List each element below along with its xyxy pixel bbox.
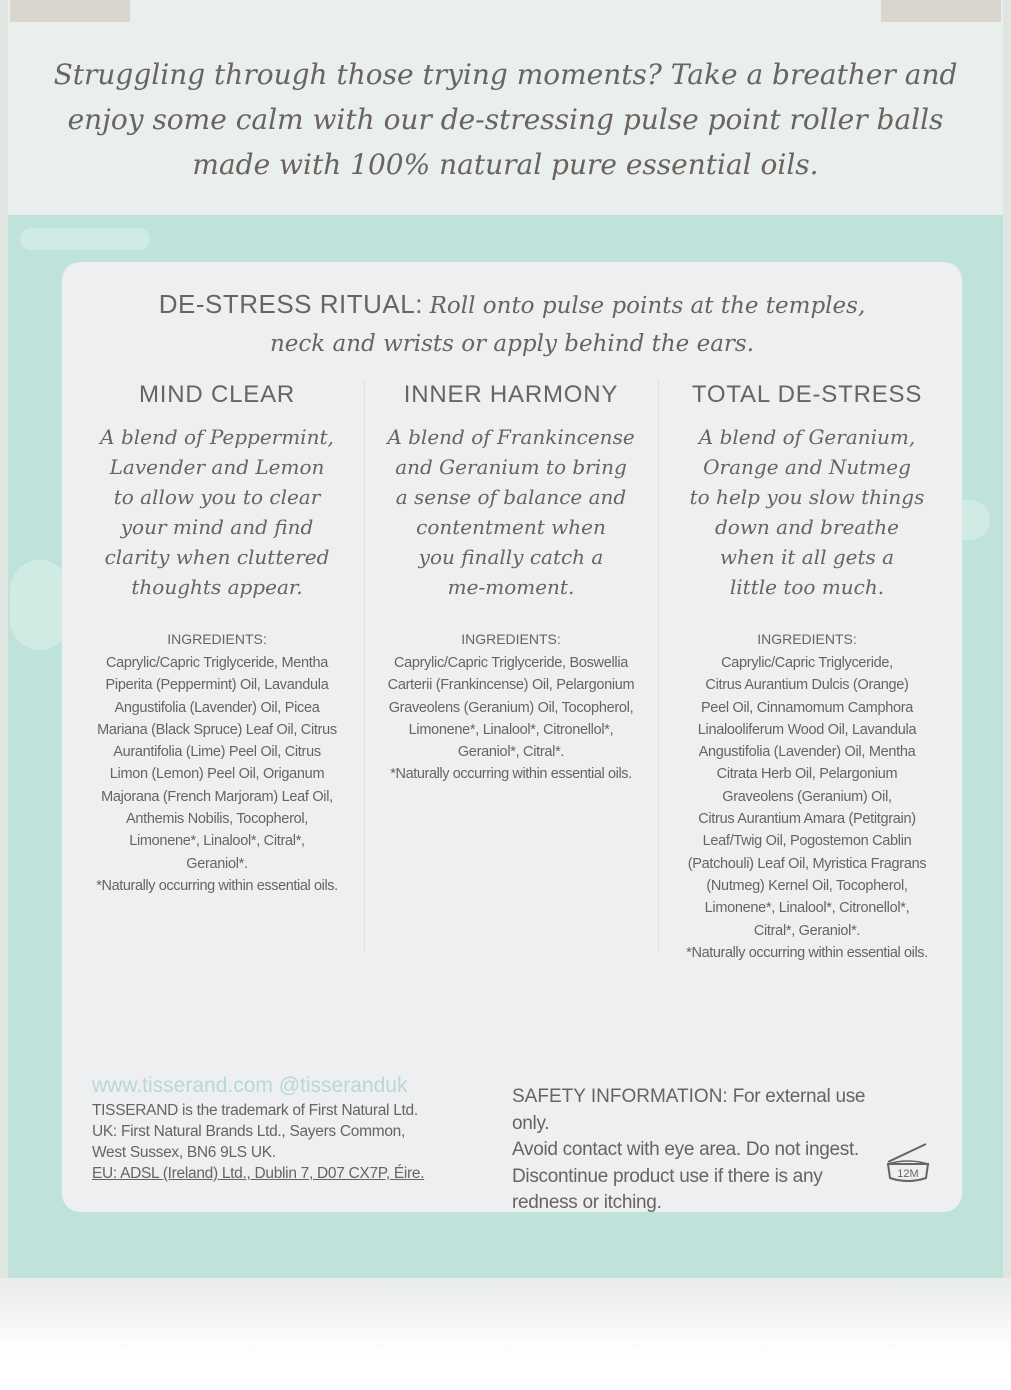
safety-line: Discontinue product use if there is any (512, 1165, 823, 1187)
brush-stroke (10, 560, 70, 650)
ingredients-heading: INGREDIENTS: (461, 631, 561, 647)
desc-line: me-moment. (447, 575, 575, 599)
ingredient-line: (Nutmeg) Kernel Oil, Tocopherol, (706, 877, 908, 894)
desc-line: A blend of Geranium, (698, 425, 916, 449)
ingredient-line: Caprylic/Capric Triglyceride, Mentha (105, 655, 329, 671)
ingredient-line: Linalooliferum Wood Oil, Lavandula (697, 721, 917, 738)
eu-address: EU: ADSL (Ireland) Ltd., Dublin 7, D07 CX7P, Éire. (92, 1165, 425, 1182)
surface-reflection (0, 1278, 1011, 1390)
ingredient-line: Limon (Lemon) Peel Oil, Origanum (109, 766, 325, 783)
ingredient-line: Limonene*, Linalool*, Citral*, (129, 833, 305, 850)
ingredients-heading: INGREDIENTS: (167, 631, 267, 647)
ritual-heading: DE-STRESS RITUAL: (158, 289, 423, 319)
box-edge-left (0, 0, 8, 1278)
ingredient-line: Citrata Herb Oil, Pelargonium (716, 766, 898, 783)
ingredients-list (82, 652, 352, 897)
desc-line: and Geranium to bring (395, 455, 627, 479)
product-description (82, 422, 352, 602)
product-column-total-de-stress (672, 378, 942, 964)
safety-information (512, 1084, 892, 1217)
ritual-section (62, 285, 962, 363)
ingredient-line: Geraniol*, Citral*. (457, 744, 565, 761)
desc-line: a sense of balance and (395, 485, 627, 509)
intro-line: Struggling through those trying moments? Take a breather and (53, 58, 958, 91)
product-title: INNER HARMONY (403, 381, 619, 408)
ingredient-line: Angustifolia (Lavender) Oil, Mentha (698, 744, 916, 761)
desc-line: A blend of Peppermint, (100, 425, 334, 449)
ritual-text: Roll onto pulse points at the temples, (429, 293, 866, 319)
safety-line: redness or itching. (512, 1192, 662, 1213)
social-handle[interactable]: @tisseranduk (278, 1074, 408, 1097)
ingredient-line: Citrus Aurantium Dulcis (Orange) (705, 677, 909, 694)
safety-line: For external use only. (512, 1086, 866, 1134)
brush-stroke (20, 228, 150, 250)
product-description (672, 422, 942, 602)
desc-line: when it all gets a (719, 545, 895, 569)
ingredient-line: Citral*, Geraniol*. (753, 922, 861, 939)
box-flap-left (10, 0, 130, 22)
desc-line: down and breathe (714, 515, 900, 539)
desc-line: clarity when cluttered (104, 545, 330, 569)
ingredient-line: Graveolens (Geranium) Oil, Tocopherol, (388, 699, 634, 716)
ritual-text: neck and wrists or apply behind the ears. (269, 331, 755, 357)
desc-line: you finally catch a (418, 545, 604, 569)
ingredients-heading: INGREDIENTS: (757, 631, 857, 647)
ingredient-line: Limonene*, Linalool*, Citronellol*, (704, 900, 910, 917)
footer-legal (92, 1072, 452, 1184)
legal-line: TISSERAND is the trademark of First Natural Ltd. (92, 1102, 418, 1119)
ingredient-line: Angustifolia (Lavender) Oil, Picea (114, 699, 320, 716)
ingredient-line: Limonene*, Linalool*, Citronellol*, (408, 721, 614, 738)
ingredient-line: Caprylic/Capric Triglyceride, (721, 655, 893, 671)
ingredient-line: Aurantifolia (Lime) Peel Oil, Citrus (113, 744, 321, 761)
ingredient-line: Anthemis Nobilis, Tocopherol, (125, 811, 309, 828)
pao-label: 12M (897, 1168, 919, 1180)
ingredient-line: (Patchouli) Leaf Oil, Myristica Fragrans (687, 855, 927, 872)
intro-line: made with 100% natural pure essential oils. (192, 148, 819, 181)
ingredients-note: *Naturally occurring within essential oils. (686, 944, 928, 961)
period-after-opening-icon (882, 1138, 934, 1186)
intro-line: enjoy some calm with our de-stressing pulse point roller balls (67, 103, 944, 136)
legal-text (92, 1100, 452, 1184)
ingredient-line: Mariana (Black Spruce) Leaf Oil, Citrus (97, 721, 337, 738)
desc-line: thoughts appear. (131, 575, 303, 599)
product-title: MIND CLEAR (138, 381, 296, 408)
desc-line: little too much. (729, 575, 885, 599)
product-description (376, 422, 646, 602)
product-title: TOTAL DE-STRESS (691, 381, 923, 408)
column-divider (364, 380, 365, 950)
ingredient-line: Carterii (Frankincense) Oil, Pelargonium (387, 677, 635, 694)
website-link[interactable]: www.tisserand.com (92, 1074, 273, 1097)
desc-line: to allow you to clear (113, 485, 321, 509)
product-column-mind-clear (82, 378, 352, 897)
ingredients-note: *Naturally occurring within essential oils. (96, 877, 338, 894)
desc-line: contentment when (416, 515, 606, 539)
ingredient-line: Caprylic/Capric Triglyceride, Boswellia (393, 655, 629, 671)
safety-label: SAFETY INFORMATION: (512, 1086, 728, 1107)
box-edge-right (1003, 0, 1011, 1278)
column-divider (658, 380, 659, 950)
ingredients-list (672, 652, 942, 964)
ingredients-list (376, 652, 646, 785)
safety-line: Avoid contact with eye area. Do not ingest. (512, 1139, 859, 1160)
desc-line: to help you slow things (689, 485, 925, 509)
product-column-inner-harmony (376, 378, 646, 785)
legal-line: UK: First Natural Brands Ltd., Sayers Common, (92, 1123, 405, 1140)
ingredient-line: Graveolens (Geranium) Oil, (722, 788, 892, 805)
desc-line: A blend of Frankincense (387, 425, 635, 449)
desc-line: your mind and find (120, 515, 314, 539)
ingredients-note: *Naturally occurring within essential oils. (390, 766, 632, 783)
ingredient-line: Citrus Aurantium Amara (Petitgrain) (698, 811, 916, 828)
ingredient-line: Geraniol*. (186, 855, 248, 872)
ingredient-line: Leaf/Twig Oil, Pogostemon Cablin (702, 833, 912, 850)
desc-line: Orange and Nutmeg (703, 455, 911, 479)
box-flap-right (881, 0, 1001, 22)
desc-line: Lavender and Lemon (109, 455, 325, 479)
ingredient-line: Peel Oil, Cinnamomum Camphora (700, 699, 914, 716)
ingredient-line: Piperita (Peppermint) Oil, Lavandula (105, 677, 329, 694)
intro-text (40, 52, 971, 187)
legal-line: West Sussex, BN6 9LS UK. (92, 1144, 276, 1161)
ingredient-line: Majorana (French Marjoram) Leaf Oil, (101, 788, 333, 805)
